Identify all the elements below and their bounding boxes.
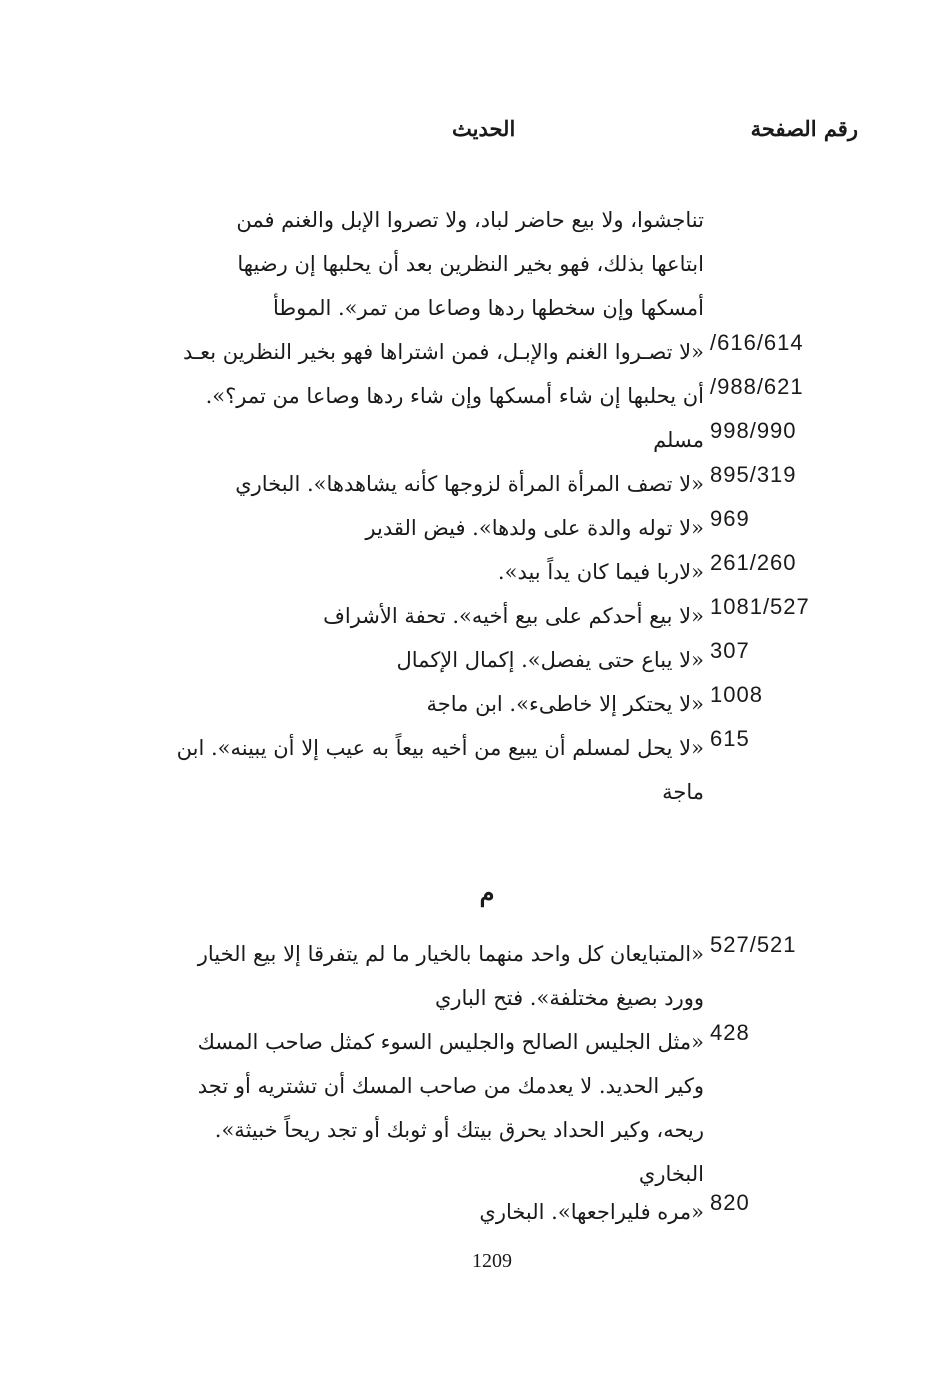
page-reference: 307 (710, 638, 750, 663)
page-reference: 1008 (710, 682, 763, 707)
page-reference: 261/260 (710, 550, 797, 575)
page-number-column-header: رقم الصفحة (750, 116, 858, 141)
hadith-text: «لا تصـروا الغنم والإبـل، فمن اشتراها فهو بخير النظرين بعـد (182, 340, 704, 364)
page-reference: 615 (710, 726, 750, 751)
page-reference: 1081/527 (710, 594, 810, 619)
page-reference: 428 (710, 1020, 750, 1045)
hadith-text: «المتبايعان كل واحد منهما بالخيار ما لم يتفرقا إلا بيع الخيار (197, 942, 704, 966)
page-reference: 820 (710, 1190, 750, 1215)
hadith-text: «لاربا فيما كان يداً بيد». (497, 560, 704, 584)
hadith-text: «لا يحتكر إلا خاطىء». ابن ماجة (426, 692, 704, 716)
page-reference: 969 (710, 506, 750, 531)
text-line: تناجشوا، ولا بيع حاضر لباد، ولا تصروا الإبل والغنم فمن (236, 208, 704, 232)
hadith-text: «لا يحل لمسلم أن يبيع من أخيه بيعاً به عيب إلا أن يبينه». ابن (176, 736, 704, 760)
hadith-text: «لا يباع حتى يفصل». إكمال الإكمال (396, 648, 704, 672)
hadith-text: «مثل الجليس الصالح والجليس السوء كمثل صاحب المسك (197, 1030, 704, 1054)
page-reference: 998/990 (710, 418, 797, 443)
hadith-column-header: الحديث (452, 116, 516, 141)
hadith-text: ريحه، وكير الحداد يحرق بيتك أو ثوبك أو تجد ريحاً خبيثة». (214, 1118, 704, 1142)
page-reference: /988/621 (710, 374, 804, 399)
hadith-text: ماجة (662, 780, 704, 804)
page-reference: 895/319 (710, 462, 797, 487)
hadith-text: «لا توله والدة على ولدها». فيض القدير (365, 516, 704, 540)
hadith-text: البخاري (638, 1162, 704, 1186)
hadith-text: «مره فليراجعها». البخاري (479, 1200, 704, 1224)
page-reference: /616/614 (710, 330, 804, 355)
hadith-text: أن يحلبها إن شاء أمسكها وإن شاء ردها وصاعا من تمر؟». (205, 384, 704, 408)
text-line: ابتاعها بذلك، فهو بخير النظرين بعد أن يحلبها إن رضيها (237, 252, 704, 276)
page-reference: 527/521 (710, 932, 797, 957)
hadith-text: «لا بيع أحدكم على بيع أخيه». تحفة الأشراف (323, 604, 704, 628)
page-number: 1209 (472, 1250, 512, 1272)
section-letter-heading: م (479, 878, 495, 907)
text-line: أمسكها وإن سخطها ردها وصاعا من تمر». الموطأ (272, 296, 704, 320)
hadith-text: وكير الحديد. لا يعدمك من صاحب المسك أن تشتريه أو تجد (197, 1074, 704, 1098)
hadith-text: «لا تصف المرأة المرأة لزوجها كأنه يشاهدها». البخاري (235, 472, 704, 496)
hadith-text: وورد بصيغ مختلفة». فتح الباري (434, 986, 704, 1010)
hadith-source: مسلم (653, 428, 704, 452)
